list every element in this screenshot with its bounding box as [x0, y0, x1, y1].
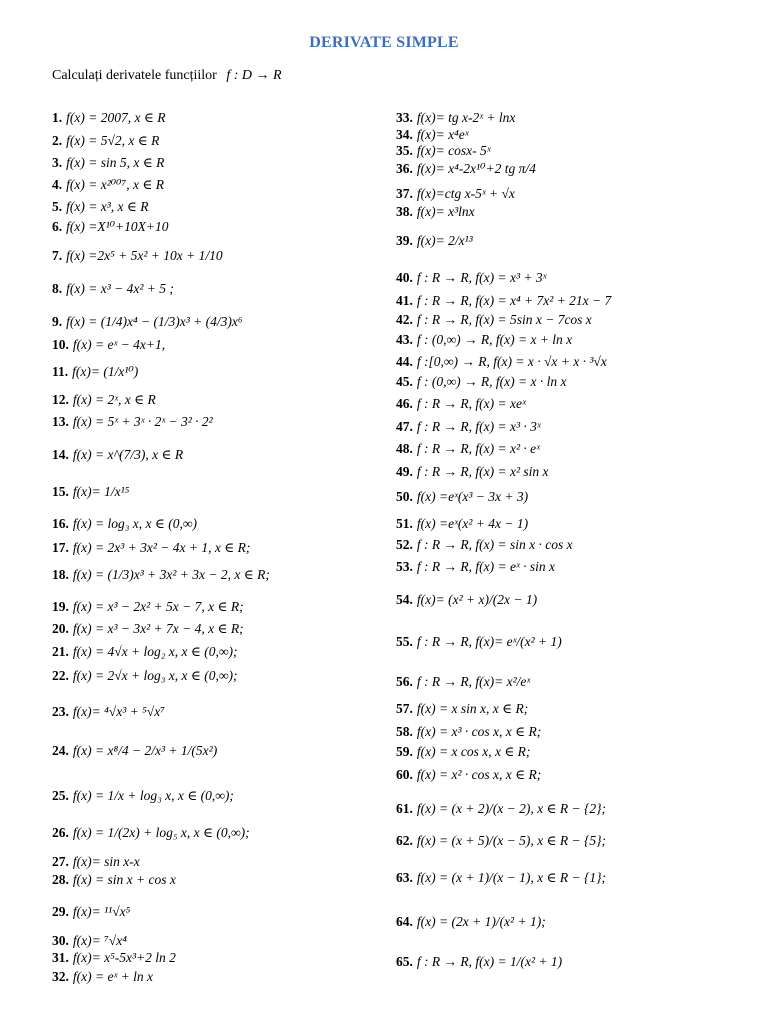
exercise-number: 59.: [396, 744, 413, 759]
exercise-expression: f : R → R, f(x) = eˣ · sin x: [416, 559, 556, 574]
exercise-number: 44.: [396, 354, 413, 369]
exercise-number: 41.: [396, 293, 413, 308]
exercise-number: 23.: [52, 704, 69, 719]
exercise-number: 7.: [52, 248, 63, 263]
exercise-number: 9.: [52, 314, 63, 329]
exercise-number: 3.: [52, 155, 63, 170]
exercise-item: [396, 516, 528, 532]
instructions-text: Calculați derivatele funcțiilor: [52, 68, 217, 83]
exercise-expression: f(x) = sin 5, x ∈ R: [66, 155, 165, 170]
exercise-expression: f(x)= ¹¹√x⁵: [72, 904, 131, 919]
exercise-expression: f(x) = 2√x + log₃ x, x ∈ (0,∞);: [72, 668, 238, 683]
exercise-expression: f(x)= x⁵-5x³+2 ln 2: [72, 950, 176, 965]
exercise-expression: f : (0,∞) → R, f(x) = x + ln x: [416, 332, 573, 347]
exercise-expression: f : R → R, f(x) = x² sin x: [416, 464, 549, 479]
exercise-number: 49.: [396, 464, 413, 479]
exercise-expression: f(x) = 1/x + log₃ x, x ∈ (0,∞);: [72, 788, 234, 803]
exercise-expression: f(x) = x² · cos x, x ∈ R;: [416, 767, 542, 782]
exercise-number: 19.: [52, 599, 69, 614]
exercise-number: 8.: [52, 281, 63, 296]
exercise-expression: f : R → R, f(x) = x² · eˣ: [416, 441, 540, 456]
page-title: DERIVATE SIMPLE: [309, 34, 459, 51]
exercise-expression: f(x) = 5√2, x ∈ R: [66, 133, 160, 148]
exercise-expression: f(x)= ⁷√x⁴: [72, 933, 127, 948]
exercise-number: 42.: [396, 312, 413, 327]
exercise-number: 48.: [396, 441, 413, 456]
exercise-number: 28.: [52, 872, 69, 887]
exercise-item: [396, 354, 607, 370]
exercise-expression: f(x) = x²⁰⁰⁷, x ∈ R: [66, 177, 165, 192]
exercise-number: 38.: [396, 204, 413, 219]
exercise-expression: f(x) = (x + 5)/(x − 5), x ∈ R − {5};: [416, 833, 607, 848]
exercise-item: [396, 110, 515, 126]
exercise-expression: f(x) = x^(7/3), x ∈ R: [72, 447, 184, 462]
exercise-item: [396, 559, 555, 575]
exercise-expression: f(x) = 4√x + log₂ x, x ∈ (0,∞);: [72, 644, 238, 659]
exercise-number: 54.: [396, 592, 413, 607]
exercise-item: [396, 374, 566, 390]
exercise-number: 61.: [396, 801, 413, 816]
exercise-expression: f(x)= 2/x¹³: [416, 233, 473, 248]
exercise-number: 32.: [52, 969, 69, 984]
exercise-number: 40.: [396, 270, 413, 285]
exercise-item: [396, 674, 530, 690]
exercise-number: 56.: [396, 674, 413, 689]
exercise-expression: f(x) = 1/(2x) + log₅ x, x ∈ (0,∞);: [72, 825, 250, 840]
exercise-expression: f(x) = x⁸/4 − 2/x³ + 1/(5x²): [72, 743, 218, 758]
exercise-number: 25.: [52, 788, 69, 803]
exercise-number: 63.: [396, 870, 413, 885]
exercise-item: [396, 870, 606, 886]
exercise-expression: f : R → R, f(x) = 5sin x − 7cos x: [416, 312, 592, 327]
exercise-item: [396, 954, 562, 970]
exercise-number: 51.: [396, 516, 413, 531]
exercise-item: [396, 186, 515, 202]
exercise-number: 10.: [52, 337, 69, 352]
exercise-number: 21.: [52, 644, 69, 659]
exercise-expression: f(x) = x³, x ∈ R: [66, 199, 149, 214]
exercise-expression: f(x) = (x + 2)/(x − 2), x ∈ R − {2};: [416, 801, 607, 816]
exercise-item: [396, 233, 473, 249]
exercise-number: 34.: [396, 127, 413, 142]
exercise-expression: f(x) = (1/4)x⁴ − (1/3)x³ + (4/3)x⁶: [66, 314, 243, 329]
exercise-number: 39.: [396, 233, 413, 248]
exercise-number: 47.: [396, 419, 413, 434]
exercise-expression: f(x)= x³lnx: [416, 204, 475, 219]
exercise-expression: f(x) = 2ˣ, x ∈ R: [72, 392, 156, 407]
exercise-item: [396, 489, 528, 505]
exercise-number: 13.: [52, 414, 69, 429]
exercise-item: [396, 464, 549, 480]
exercise-number: 17.: [52, 540, 69, 555]
exercise-number: 53.: [396, 559, 413, 574]
exercise-number: 15.: [52, 484, 69, 499]
exercise-number: 14.: [52, 447, 69, 462]
exercise-expression: f(x) = log₃ x, x ∈ (0,∞): [72, 516, 198, 531]
exercise-number: 46.: [396, 396, 413, 411]
exercise-item: [396, 312, 592, 328]
exercise-expression: f(x) = x cos x, x ∈ R;: [416, 744, 531, 759]
exercise-item: [396, 914, 546, 930]
exercise-item: [396, 833, 606, 849]
exercise-expression: f(x) = x³ − 3x² + 7x − 4, x ∈ R;: [72, 621, 244, 636]
exercise-expression: f(x) = sin x + cos x: [72, 872, 176, 887]
exercise-expression: f(x) = eˣ − 4x+1,: [72, 337, 166, 352]
exercise-expression: f : R → R, f(x)= eˣ/(x² + 1): [416, 634, 562, 649]
exercise-number: 62.: [396, 833, 413, 848]
exercise-expression: f : R → R, f(x) = 1/(x² + 1): [416, 954, 563, 969]
exercise-item: [396, 701, 528, 717]
exercise-number: 12.: [52, 392, 69, 407]
exercise-expression: f(x) =eˣ(x³ − 3x + 3): [416, 489, 529, 504]
exercise-expression: f(x) = 2007, x ∈ R: [66, 110, 166, 125]
exercise-expression: f(x)=ctg x-5ˣ + √x: [416, 186, 515, 201]
exercise-expression: f : R → R, f(x) = x³ + 3ˣ: [416, 270, 547, 285]
exercise-number: 29.: [52, 904, 69, 919]
exercise-expression: f : R → R, f(x) = xeˣ: [416, 396, 526, 411]
exercise-item: [396, 396, 526, 412]
exercise-expression: f : R → R, f(x) = sin x · cos x: [416, 537, 573, 552]
exercise-number: 27.: [52, 854, 69, 869]
exercise-expression: f(x) =eˣ(x² + 4x − 1): [416, 516, 529, 531]
exercise-item: [396, 724, 541, 740]
exercise-expression: f(x)= 1/x¹⁵: [72, 484, 130, 499]
exercise-item: [396, 441, 540, 457]
exercise-expression: f(x) = eˣ + ln x: [72, 969, 153, 984]
exercise-number: 16.: [52, 516, 69, 531]
exercise-expression: f(x) = (x + 1)/(x − 1), x ∈ R − {1};: [416, 870, 607, 885]
exercise-number: 35.: [396, 143, 413, 158]
exercise-item: [396, 537, 573, 553]
function-signature: f : D → R: [226, 68, 282, 83]
exercise-expression: f(x) = 5ˣ + 3ˣ · 2ˣ − 3² · 2²: [72, 414, 213, 429]
exercise-item: [396, 270, 546, 286]
exercise-expression: f(x)= x⁴eˣ: [416, 127, 469, 142]
exercise-number: 65.: [396, 954, 413, 969]
exercise-number: 52.: [396, 537, 413, 552]
exercise-expression: f(x)= (x² + x)/(2x − 1): [416, 592, 538, 607]
exercise-expression: f(x)= sin x-x: [72, 854, 140, 869]
exercise-expression: f(x)= x⁴-2x¹⁰+2 tg π/4: [416, 161, 536, 176]
exercise-expression: f : (0,∞) → R, f(x) = x · ln x: [416, 374, 567, 389]
exercise-item: [396, 634, 562, 650]
exercise-item: [396, 744, 530, 760]
exercise-expression: f(x) = x³ − 4x² + 5 ;: [66, 281, 174, 296]
exercise-expression: f(x)= tg x-2ˣ + lnx: [416, 110, 516, 125]
exercise-expression: f(x) = (1/3)x³ + 3x² + 3x − 2, x ∈ R;: [72, 567, 270, 582]
exercise-expression: f :[0,∞) → R, f(x) = x · √x + x · ³√x: [416, 354, 607, 369]
exercise-expression: f : R → R, f(x)= x²/eˣ: [416, 674, 531, 689]
exercise-expression: f(x) = (2x + 1)/(x² + 1);: [416, 914, 546, 929]
exercise-number: 36.: [396, 161, 413, 176]
exercise-item: [396, 143, 491, 159]
exercise-expression: f(x) = 2x³ + 3x² − 4x + 1, x ∈ R;: [72, 540, 251, 555]
exercise-number: 60.: [396, 767, 413, 782]
exercise-item: [396, 161, 536, 177]
exercise-number: 24.: [52, 743, 69, 758]
exercise-item: [396, 767, 541, 783]
exercise-expression: f(x) = x sin x, x ∈ R;: [416, 701, 529, 716]
exercise-item: [396, 293, 611, 309]
exercise-number: 55.: [396, 634, 413, 649]
exercise-expression: f(x)= cosx- 5ˣ: [416, 143, 491, 158]
exercise-number: 18.: [52, 567, 69, 582]
exercise-item: [396, 127, 469, 143]
exercise-expression: f(x) = x³ − 2x² + 5x − 7, x ∈ R;: [72, 599, 244, 614]
exercise-number: 5.: [52, 199, 63, 214]
exercise-expression: f(x)= (1/x¹⁰): [72, 364, 139, 379]
exercise-expression: f : R → R, f(x) = x⁴ + 7x² + 21x − 7: [416, 293, 612, 308]
exercise-number: 58.: [396, 724, 413, 739]
exercise-number: 11.: [52, 364, 69, 379]
exercise-number: 30.: [52, 933, 69, 948]
exercise-number: 1.: [52, 110, 63, 125]
exercise-number: 2.: [52, 133, 63, 148]
exercise-number: 50.: [396, 489, 413, 504]
exercise-number: 4.: [52, 177, 63, 192]
exercise-number: 20.: [52, 621, 69, 636]
exercise-number: 57.: [396, 701, 413, 716]
exercise-expression: f(x) = x³ · cos x, x ∈ R;: [416, 724, 542, 739]
exercise-expression: f(x) =X¹⁰+10X+10: [66, 219, 169, 234]
exercise-item: [396, 801, 606, 817]
exercise-item: [396, 592, 537, 608]
exercise-item: [396, 419, 541, 435]
exercise-item: [396, 332, 572, 348]
exercise-number: 64.: [396, 914, 413, 929]
exercise-item: [396, 204, 475, 220]
exercise-expression: f : R → R, f(x) = x³ · 3ˣ: [416, 419, 541, 434]
exercise-number: 45.: [396, 374, 413, 389]
exercise-number: 31.: [52, 950, 69, 965]
exercise-number: 6.: [52, 219, 63, 234]
exercise-number: 33.: [396, 110, 413, 125]
exercise-expression: f(x) =2x⁵ + 5x² + 10x + 1/10: [66, 248, 223, 263]
exercise-expression: f(x)= ⁴√x³ + ⁵√x⁷: [72, 704, 165, 719]
exercise-number: 22.: [52, 668, 69, 683]
exercise-number: 43.: [396, 332, 413, 347]
exercise-number: 37.: [396, 186, 413, 201]
exercise-number: 26.: [52, 825, 69, 840]
